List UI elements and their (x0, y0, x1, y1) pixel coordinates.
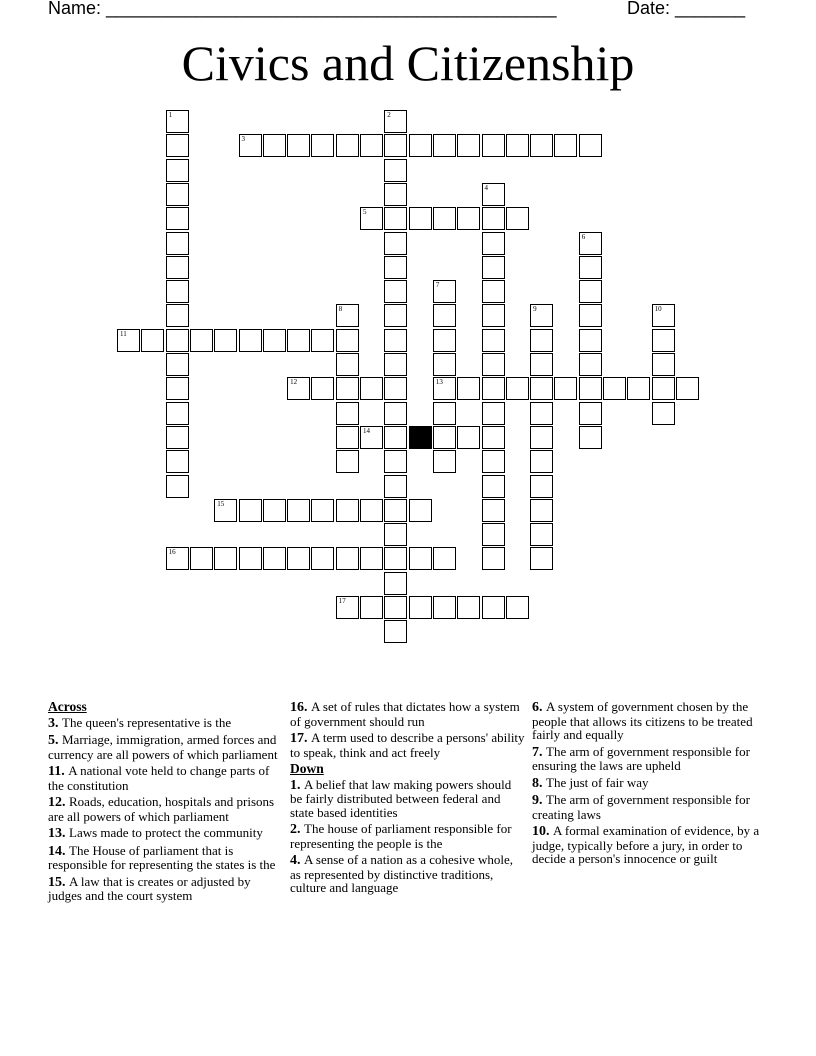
grid-cell[interactable] (166, 232, 189, 255)
grid-cell[interactable] (482, 232, 505, 255)
grid-cell[interactable] (311, 547, 334, 570)
clue-item-text: A national vote held to change parts of the constitution (48, 763, 270, 793)
grid-cell[interactable] (384, 353, 407, 376)
grid-cell[interactable] (336, 426, 359, 449)
clue-item-text: A system of government chosen by the people that allows its citizens to be treated fairly and equally (532, 699, 753, 742)
grid-cell[interactable] (384, 110, 407, 133)
grid-cell[interactable] (384, 377, 407, 400)
grid-cell[interactable] (506, 134, 529, 157)
grid-cell[interactable] (433, 402, 456, 425)
grid-cell[interactable] (652, 353, 675, 376)
grid-cell[interactable] (433, 547, 456, 570)
clue-item-number: 7. (532, 744, 546, 760)
grid-cell[interactable] (409, 207, 432, 230)
grid-cell[interactable] (530, 134, 553, 157)
clue-number: 12 (290, 378, 298, 387)
grid-cell[interactable] (190, 329, 213, 352)
grid-cell[interactable] (409, 499, 432, 522)
grid-cell[interactable] (482, 183, 505, 206)
grid-cell[interactable] (530, 377, 553, 400)
grid-cell[interactable] (360, 547, 383, 570)
clue-number: 11 (120, 329, 127, 338)
grid-cell[interactable] (384, 596, 407, 619)
down-clue-list-continued (532, 700, 768, 866)
clue-number: 5 (363, 208, 367, 217)
clue-item-number: 6. (532, 700, 546, 715)
clue-item-text: A belief that law making powers should be fairly distributed between federal and state based identities (290, 776, 512, 820)
grid-cell[interactable] (482, 547, 505, 570)
grid-cell[interactable] (384, 134, 407, 157)
clue-item-text: A formal examination of evidence, by a judge, typically before a jury, in order to decide a person's innocence or guilt (532, 823, 760, 866)
grid-cell[interactable] (384, 426, 407, 449)
down-heading: Down (290, 761, 324, 776)
grid-cell[interactable] (166, 353, 189, 376)
down-clue-list (290, 778, 526, 895)
grid-cell[interactable] (554, 377, 577, 400)
grid-cell[interactable] (530, 353, 553, 376)
grid-cell[interactable] (166, 207, 189, 230)
grid-cell[interactable] (384, 304, 407, 327)
grid-cell[interactable] (579, 402, 602, 425)
grid-cell[interactable] (336, 134, 359, 157)
grid-cell[interactable] (311, 377, 334, 400)
clue-item (290, 731, 526, 759)
clues-column-3 (532, 700, 768, 869)
clue-number: 13 (435, 378, 443, 387)
clue-item-text: A term used to describe a persons' ability to speak, think and act freely (290, 730, 525, 760)
grid-cell[interactable] (409, 596, 432, 619)
grid-cell[interactable] (117, 329, 140, 352)
grid-cell[interactable] (384, 280, 407, 303)
grid-cell[interactable] (384, 207, 407, 230)
grid-cell[interactable] (579, 304, 602, 327)
clue-item-number: 16. (290, 700, 311, 715)
grid-cell[interactable] (384, 499, 407, 522)
clue-number: 8 (338, 305, 343, 314)
grid-cell[interactable] (482, 499, 505, 522)
grid-cell[interactable] (627, 377, 650, 400)
grid-cell[interactable] (676, 377, 699, 400)
clue-item (48, 826, 284, 841)
clue-item-text: A law that is creates or adjusted by judges and the court system (48, 873, 251, 903)
clue-item (532, 745, 768, 773)
grid-cell[interactable] (384, 475, 407, 498)
grid-cell[interactable] (384, 232, 407, 255)
clue-item-number: 1. (290, 777, 304, 793)
grid-cell[interactable] (166, 402, 189, 425)
clue-item (290, 700, 526, 728)
clue-number: 15 (217, 499, 225, 508)
grid-cell[interactable] (457, 596, 480, 619)
grid-cell[interactable] (166, 159, 189, 182)
clue-item-text: The House of parliament that is responsible for representing the states is the (48, 842, 276, 872)
grid-cell[interactable] (433, 329, 456, 352)
grid-cell[interactable] (530, 402, 553, 425)
grid-cell[interactable] (482, 134, 505, 157)
grid-cell[interactable] (384, 572, 407, 595)
grid-cell[interactable] (166, 377, 189, 400)
clue-number: 9 (533, 305, 537, 314)
clue-item (290, 853, 526, 895)
grid-cell[interactable] (214, 499, 237, 522)
grid-cell[interactable] (336, 596, 359, 619)
clue-item (290, 778, 526, 820)
grid-cell[interactable] (311, 499, 334, 522)
grid-cell[interactable] (506, 596, 529, 619)
grid-cell[interactable] (652, 377, 675, 400)
grid-cell[interactable] (482, 207, 505, 230)
grid-cell[interactable] (166, 256, 189, 279)
grid-cell[interactable] (263, 547, 286, 570)
grid-cell[interactable] (360, 426, 383, 449)
clue-item (48, 733, 284, 761)
grid-cell[interactable] (482, 450, 505, 473)
clue-item (290, 822, 526, 850)
grid-cell[interactable] (579, 329, 602, 352)
grid-cell[interactable] (166, 475, 189, 498)
grid-cell[interactable] (384, 329, 407, 352)
clues-column-2 (290, 700, 526, 898)
clue-item-text: The arm of government responsible for ensuring the laws are upheld (532, 743, 750, 773)
grid-cell[interactable] (457, 207, 480, 230)
grid-cell[interactable] (287, 134, 310, 157)
grid-cell[interactable] (239, 547, 262, 570)
grid-cell[interactable] (579, 134, 602, 157)
grid-cell[interactable] (360, 499, 383, 522)
grid-cell[interactable] (482, 377, 505, 400)
grid-cell[interactable] (433, 304, 456, 327)
clue-number: 4 (484, 183, 488, 192)
grid-cell[interactable] (554, 134, 577, 157)
grid-cell[interactable] (409, 547, 432, 570)
clue-item-text: The just of fair way (546, 774, 649, 790)
grid-cell[interactable] (433, 377, 456, 400)
grid-cell[interactable] (287, 547, 310, 570)
grid-cell[interactable] (530, 450, 553, 473)
grid-cell[interactable] (652, 402, 675, 425)
grid-cell[interactable] (287, 499, 310, 522)
clue-number: 10 (654, 305, 662, 314)
clue-item-number: 8. (532, 775, 546, 791)
grid-cell[interactable] (652, 329, 675, 352)
grid-cell[interactable] (530, 426, 553, 449)
clue-item (48, 844, 284, 872)
grid-cell[interactable] (433, 450, 456, 473)
grid-cell[interactable] (166, 110, 189, 133)
clue-item-text: Marriage, immigration, armed forces and currency are all powers of which parliament (48, 732, 278, 762)
clue-item-text: Laws made to protect the community (69, 825, 263, 840)
grid-cell[interactable] (287, 377, 310, 400)
grid-cell[interactable] (263, 329, 286, 352)
grid-cell[interactable] (384, 256, 407, 279)
grid-cell[interactable] (482, 353, 505, 376)
grid-cell[interactable] (360, 207, 383, 230)
clue-number: 1 (168, 111, 173, 119)
clue-item-number: 13. (48, 826, 69, 841)
grid-cell[interactable] (166, 134, 189, 157)
grid-cell[interactable] (433, 280, 456, 303)
grid-cell[interactable] (433, 353, 456, 376)
grid-block (409, 426, 432, 449)
grid-cell[interactable] (166, 183, 189, 206)
grid-cell[interactable] (239, 499, 262, 522)
grid-cell[interactable] (530, 475, 553, 498)
grid-cell[interactable] (214, 547, 237, 570)
clue-item-text: Roads, education, hospitals and prisons are all powers of which parliament (48, 794, 275, 824)
clue-item-number: 2. (290, 822, 304, 837)
clue-item-text: The queen's representative is the (62, 714, 232, 730)
across-heading: Across (48, 699, 87, 714)
grid-cell[interactable] (530, 523, 553, 546)
grid-cell[interactable] (336, 450, 359, 473)
grid-cell[interactable] (166, 304, 189, 327)
grid-cell[interactable] (384, 159, 407, 182)
clues-column-1 (48, 700, 284, 906)
grid-cell[interactable] (141, 329, 164, 352)
across-clue-list-continued (290, 700, 526, 759)
grid-cell[interactable] (384, 547, 407, 570)
grid-cell[interactable] (311, 329, 334, 352)
name-field-label[interactable]: Name: _____________________________________________ (48, 0, 557, 18)
grid-cell[interactable] (530, 329, 553, 352)
grid-cell[interactable] (336, 499, 359, 522)
grid-cell[interactable] (263, 134, 286, 157)
grid-cell[interactable] (384, 620, 407, 643)
clue-item-number: 10. (532, 824, 553, 839)
grid-cell[interactable] (457, 134, 480, 157)
grid-cell[interactable] (482, 402, 505, 425)
grid-cell[interactable] (482, 475, 505, 498)
grid-cell[interactable] (263, 499, 286, 522)
clue-item-text: A sense of a nation as a cohesive whole, as represented by distinctive traditions, culture and language (290, 852, 514, 895)
grid-cell[interactable] (336, 547, 359, 570)
grid-cell[interactable] (530, 304, 553, 327)
clue-number: 16 (168, 548, 176, 557)
grid-cell[interactable] (336, 377, 359, 400)
grid-cell[interactable] (482, 426, 505, 449)
clue-item (532, 700, 768, 742)
clue-item-number: 3. (48, 715, 62, 731)
grid-cell[interactable] (579, 353, 602, 376)
grid-cell[interactable] (482, 256, 505, 279)
clue-item-number: 9. (532, 793, 546, 808)
grid-cell[interactable] (239, 134, 262, 157)
grid-cell[interactable] (166, 280, 189, 303)
clue-item-number: 14. (48, 843, 69, 859)
clue-item-number: 12. (48, 795, 69, 810)
clue-number: 7 (435, 281, 440, 290)
grid-cell[interactable] (360, 134, 383, 157)
clue-item (532, 824, 768, 866)
grid-cell[interactable] (530, 499, 553, 522)
clue-item (532, 793, 768, 821)
clue-item (48, 795, 284, 823)
grid-cell[interactable] (190, 547, 213, 570)
clue-number: 6 (581, 232, 586, 241)
clue-item (48, 716, 284, 731)
grid-cell[interactable] (482, 280, 505, 303)
grid-cell[interactable] (166, 450, 189, 473)
clue-number: 2 (387, 111, 391, 119)
clue-item (532, 776, 768, 791)
grid-cell[interactable] (166, 547, 189, 570)
grid-cell[interactable] (384, 523, 407, 546)
grid-cell[interactable] (506, 207, 529, 230)
grid-cell[interactable] (579, 377, 602, 400)
grid-cell[interactable] (482, 329, 505, 352)
grid-cell[interactable] (482, 523, 505, 546)
clue-item-number: 15. (48, 874, 69, 890)
grid-cell[interactable] (482, 304, 505, 327)
grid-cell[interactable] (482, 596, 505, 619)
clue-item-number: 4. (290, 853, 304, 868)
grid-cell[interactable] (433, 207, 456, 230)
grid-cell[interactable] (409, 134, 432, 157)
grid-cell[interactable] (457, 426, 480, 449)
clue-number: 14 (363, 426, 370, 435)
grid-cell[interactable] (579, 256, 602, 279)
grid-cell[interactable] (336, 353, 359, 376)
clue-item-number: 5. (48, 733, 62, 748)
grid-cell[interactable] (579, 426, 602, 449)
grid-cell[interactable] (360, 377, 383, 400)
clue-item-number: 17. (290, 731, 311, 746)
grid-cell[interactable] (239, 329, 262, 352)
date-field-label[interactable]: Date: _______ (627, 0, 746, 18)
grid-cell[interactable] (384, 183, 407, 206)
grid-cell[interactable] (457, 377, 480, 400)
clue-number: 3 (241, 135, 245, 144)
grid-cell[interactable] (214, 329, 237, 352)
clue-item (48, 875, 284, 903)
grid-cell[interactable] (579, 232, 602, 255)
grid-cell[interactable] (652, 304, 675, 327)
clue-item-number: 11. (48, 764, 69, 779)
grid-cell[interactable] (433, 134, 456, 157)
grid-cell[interactable] (360, 596, 383, 619)
grid-cell[interactable] (311, 134, 334, 157)
clue-item (48, 764, 284, 792)
grid-cell[interactable] (433, 426, 456, 449)
grid-cell[interactable] (384, 402, 407, 425)
grid-cell[interactable] (506, 377, 529, 400)
clue-item-text: A set of rules that dictates how a system of government should run (290, 699, 520, 729)
grid-cell[interactable] (384, 450, 407, 473)
across-clue-list (48, 716, 284, 903)
grid-cell[interactable] (166, 329, 189, 352)
clue-item-text: The house of parliament responsible for representing the people is the (290, 821, 512, 851)
clue-item-text: The arm of government responsible for creating laws (532, 792, 750, 822)
grid-cell[interactable] (287, 329, 310, 352)
grid-cell[interactable] (336, 402, 359, 425)
grid-cell[interactable] (336, 329, 359, 352)
grid-cell[interactable] (433, 596, 456, 619)
grid-cell[interactable] (530, 547, 553, 570)
grid-cell[interactable] (579, 280, 602, 303)
grid-cell[interactable] (603, 377, 626, 400)
puzzle-title: Civics and Citizenship (181, 35, 635, 91)
grid-cell[interactable] (166, 426, 189, 449)
clue-number: 17 (338, 597, 346, 605)
grid-cell[interactable] (336, 304, 359, 327)
